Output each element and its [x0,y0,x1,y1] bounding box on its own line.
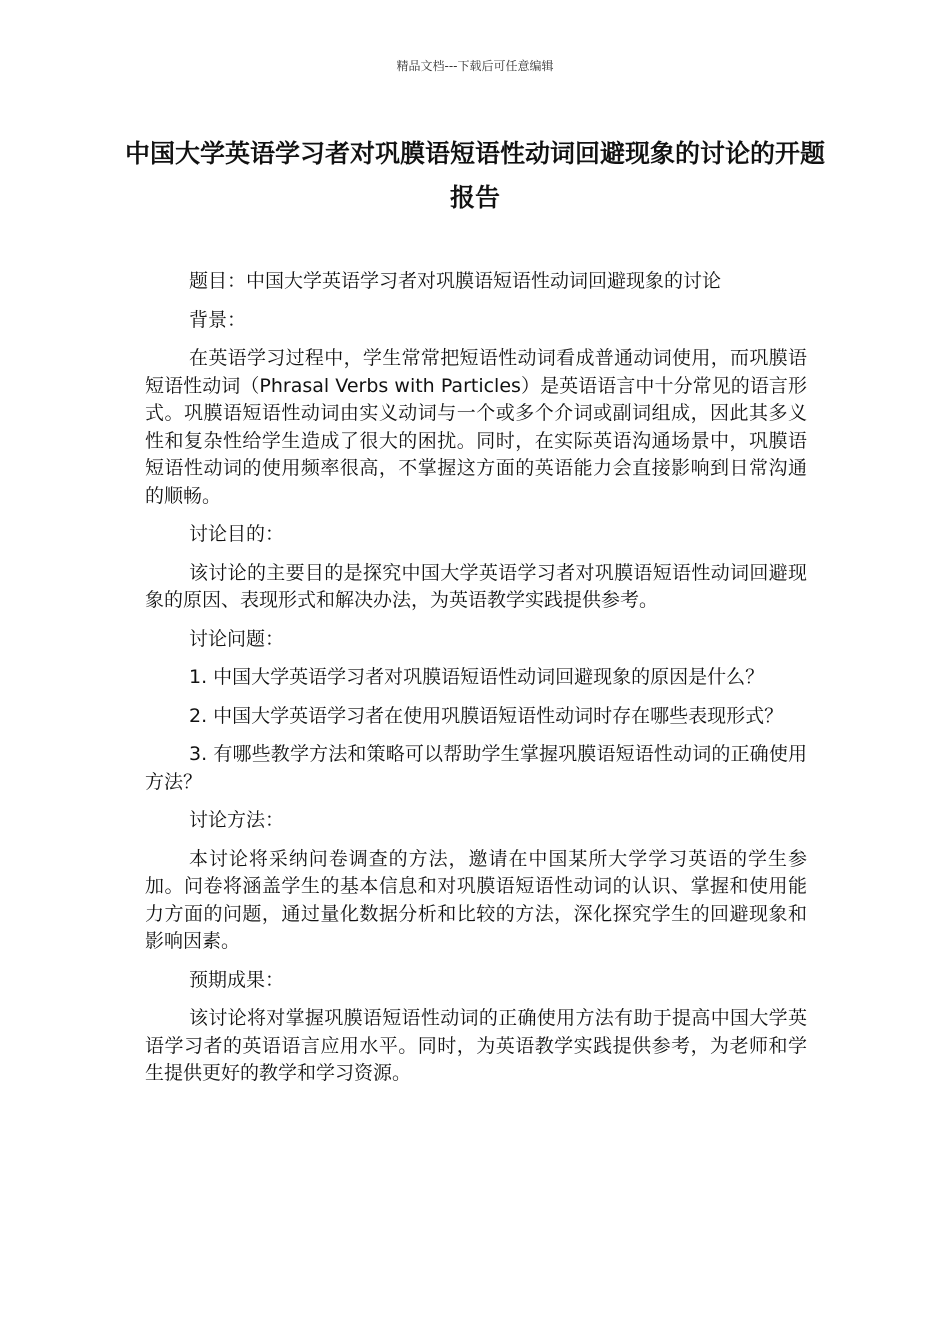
questions-heading: 讨论问题： [189,627,285,650]
question-item-3: 3. 有哪些教学方法和策略可以帮助学生掌握巩膜语短语性动词的正确使用方法？ [145,743,807,793]
method-paragraph: 本讨论将采纳问卷调查的方法，邀请在中国某所大学学习英语的学生参加。问卷将涵盖学生的基本信息和对巩膜语短语性动词的认识、掌握和使用能力方面的问题，通过量化数据分析和比较的方法，深化探究学生的回避现象和影响因素。 [145,847,807,952]
purpose-paragraph: 该讨论的主要目的是探究中国大学英语学习者对巩膜语短语性动词回避现象的原因、表现形式和解决办法，为英语教学实践提供参考。 [145,561,807,611]
question-item-1: 1. 中国大学英语学习者对巩膜语短语性动词回避现象的原因是什么？ [189,666,765,688]
document-body [145,268,807,1099]
background-heading: 背景： [189,308,247,331]
method-heading: 讨论方法： [189,809,285,831]
expected-results-paragraph: 该讨论将对掌握巩膜语短语性动词的正确使用方法有助于提高中国大学英语学习者的英语语言应用水平。同时，为英语教学实践提供参考，为老师和学生提供更好的教学和学习资源。 [145,1007,807,1084]
topic-line: 题目：中国大学英语学习者对巩膜语短语性动词回避现象的讨论 [189,270,722,292]
header-note: 精品文档---下载后可任意编辑 [396,59,554,73]
document-title: 中国大学英语学习者对巩膜语短语性动词回避现象的讨论的开题报告 [124,139,825,212]
question-item-2: 2. 中国大学英语学习者在使用巩膜语短语性动词时存在哪些表现形式？ [189,704,784,727]
expected-results-heading: 预期成果： [189,968,285,991]
purpose-heading: 讨论目的： [189,523,285,545]
background-paragraph: 在英语学习过程中，学生常常把短语性动词看成普通动词使用，而巩膜语短语性动词（Phrasal Verbs with Particles）是英语语言中十分常见的语言形式。巩膜语短语性动词由实义动词与一个或多个介词或副词组成，因此其多义性和复杂性给学生造成了很大的困扰。同时，在实际英语沟通场景中，巩膜语短语性动词的使用频率很高，不掌握这方面的英语能力会直接影响到日常沟通的顺畅。 [145,347,807,507]
